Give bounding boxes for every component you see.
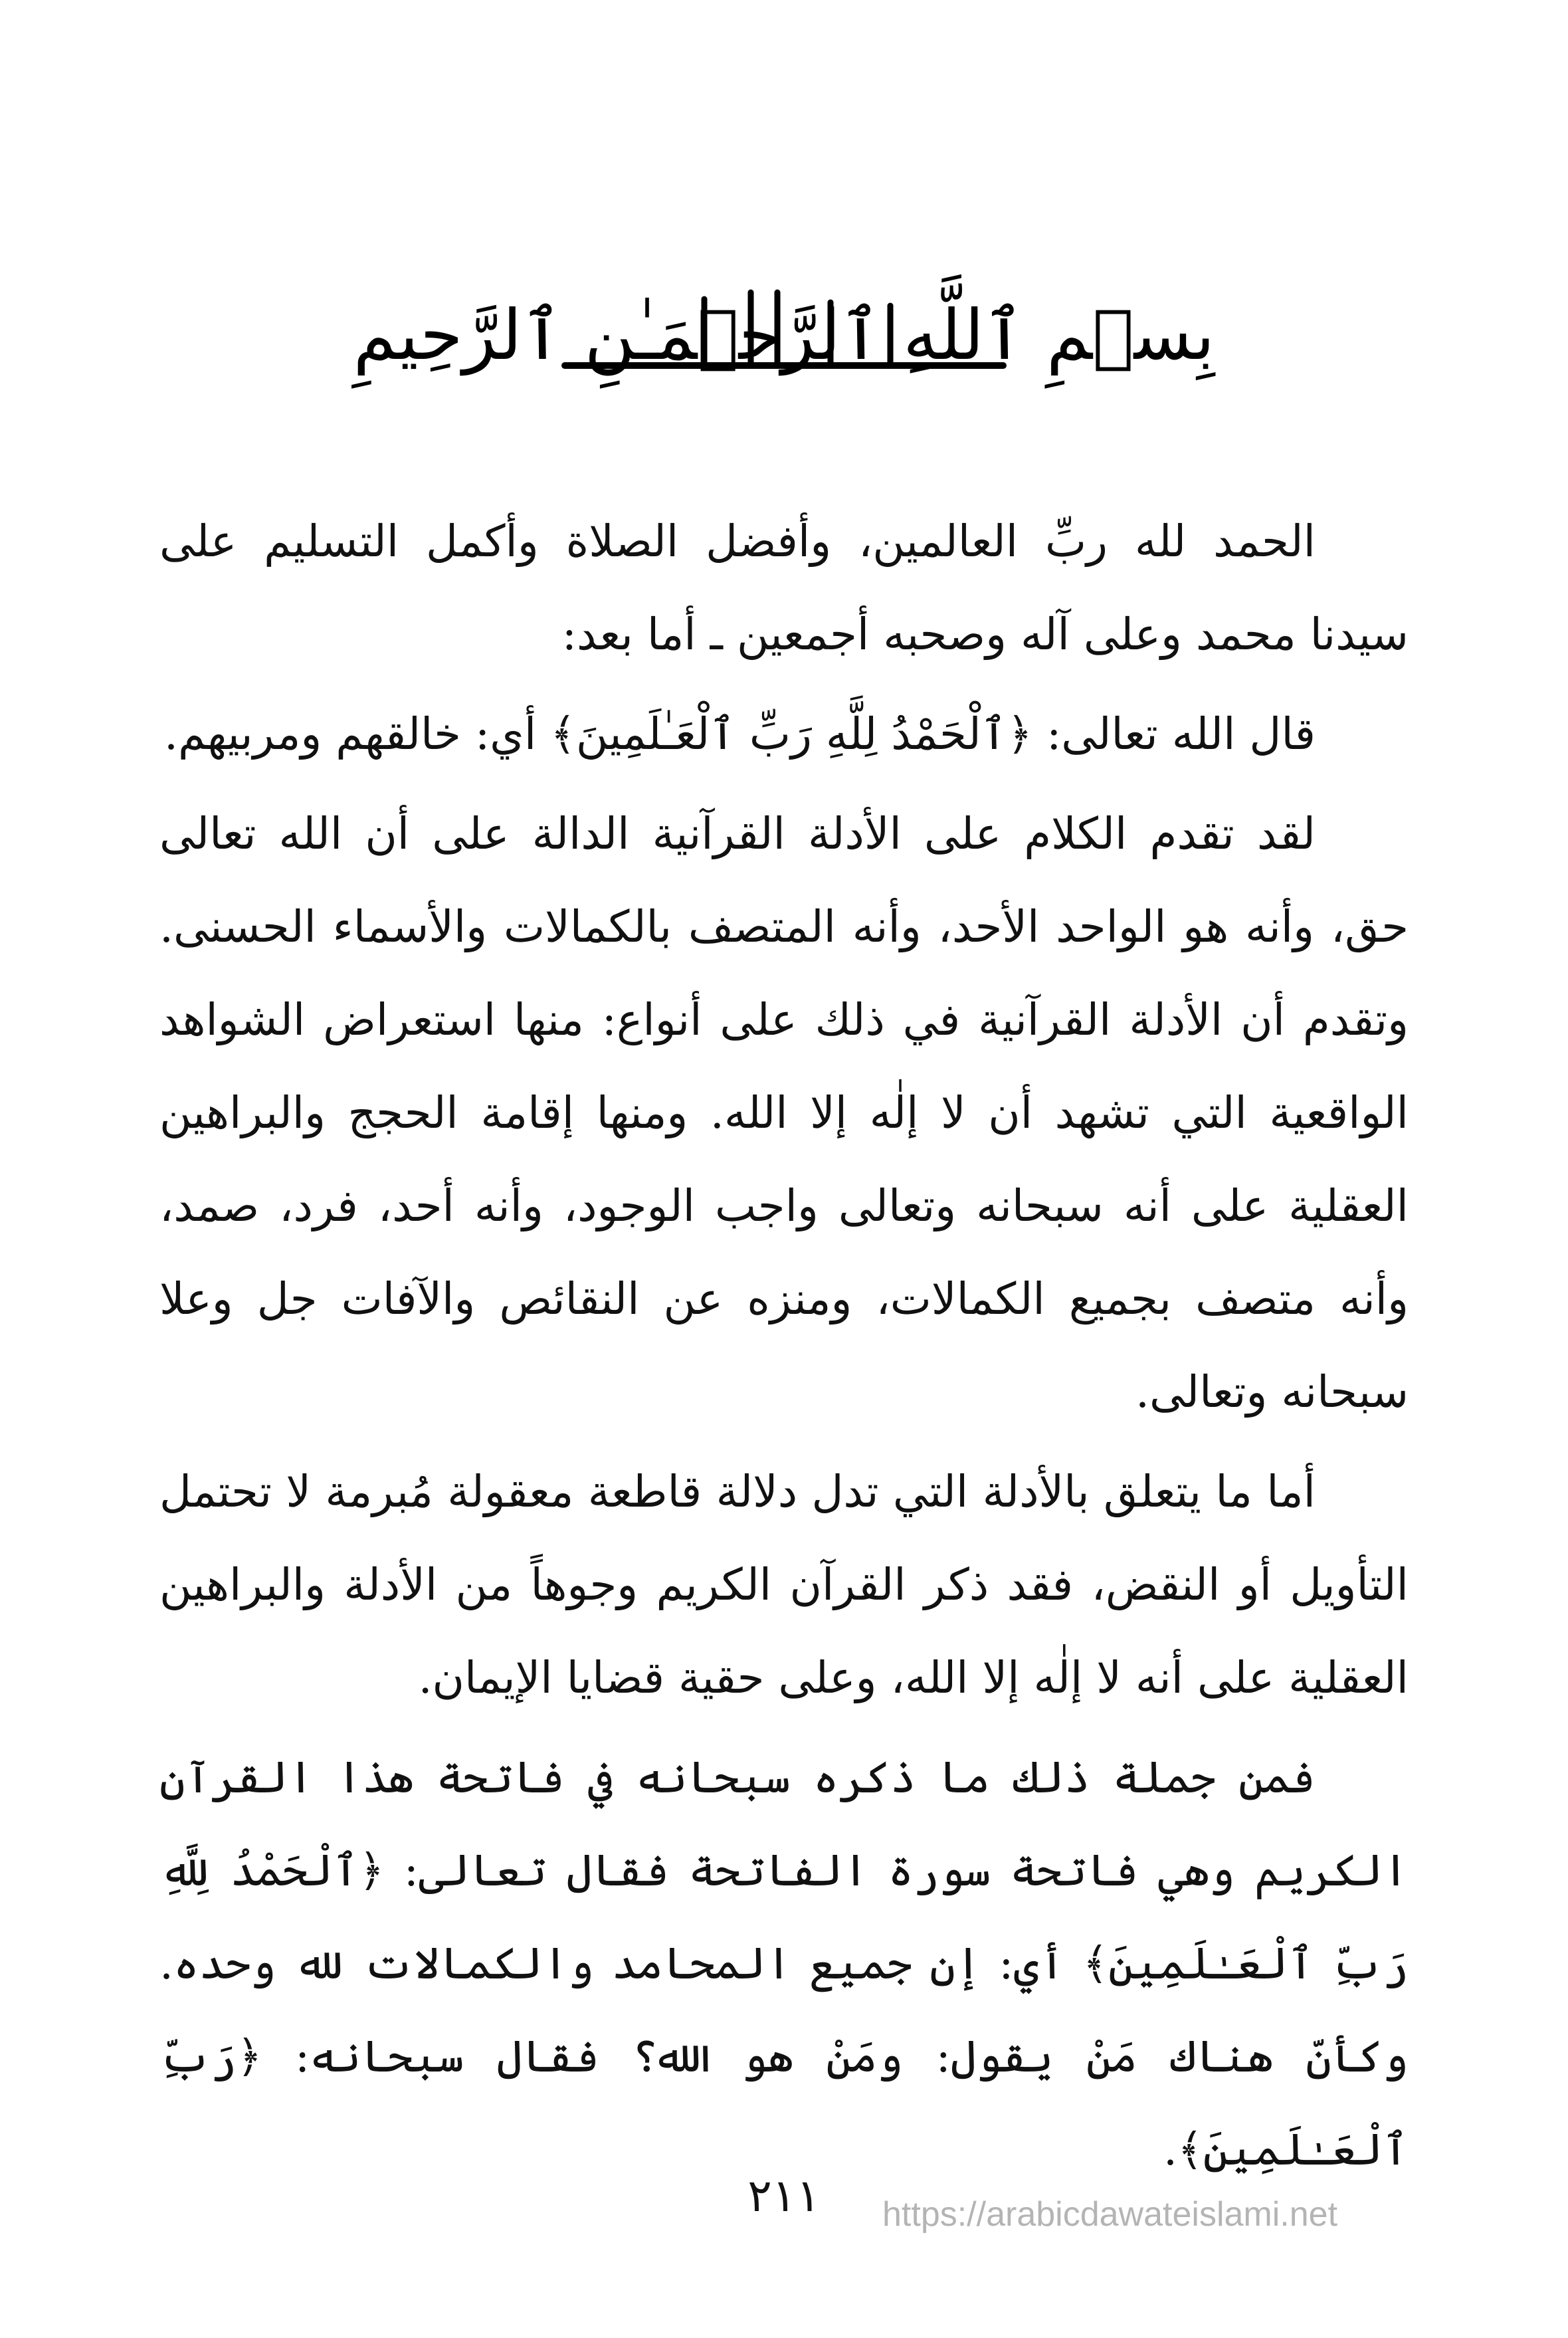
paragraph-rational-proofs: أما ما يتعلق بالأدلة التي تدل دلالة قاطعة معقولة مُبرمة لا تحتمل التأويل أو النقض، فقد ذكر القرآن الكريم وجوهاً من الأدلة والبراهين العقلية على أنه لا إلٰه إلا الله، وعلى حقية قضايا الإيمان.: [159, 1466, 1409, 1703]
paragraph-opening: الحمد لله ربِّ العالمين، وأفضل الصلاة وأكمل التسليم على سيدنا محمد وعلى آله وصحبه أجمعين ـ أما بعد:: [159, 516, 1409, 660]
basmala-ornament: [353, 266, 1215, 412]
watermark-url: https://arabicdawateislami.net: [882, 2195, 1338, 2234]
paragraph-quranic-evidence: لقد تقدم الكلام على الأدلة القرآنية الدالة على أن الله تعالى حق، وأنه هو الواحد الأحد، وأنه المتصف بالكمالات والأسماء الحسنى. وتقدم أن الأدلة القرآنية في ذلك على أنواع: منها استعراض الشواهد الواقعية التي تشهد أن لا إلٰه إلا الله. ومنها إقامة الحجج والبراهين العقلية على أنه سبحانه وتعالى واجب الوجود، وأنه أحد، فرد، صمد، وأنه متصف بجميع الكمالات، ومنزه عن النقائص والآفات جل وعلا سبحانه وتعالى.: [159, 808, 1409, 1418]
basmala-calligraphy: [0, 266, 1568, 412]
paragraph-fatiha: فمن جملة ذلك ما ذكره سبحانه في فاتحة هذا القرآن الكريم وهي فاتحة سورة الفاتحة فقال تعالى: ﴿ٱلْحَمْدُ لِلَّهِ رَبِّ ٱلْعَـٰلَمِينَ﴾ أي: إن جميع المحامد والكمالات لله وحده. وكأنّ هناك مَنْ يقول: ومَنْ هو الله؟ فقال سبحانه: ﴿رَبِّ ٱلْعَـٰلَمِينَ﴾.: [159, 1752, 1409, 2175]
paragraph-verse-quote: قال الله تعالى: ﴿ٱلْحَمْدُ لِلَّهِ رَبِّ ٱلْعَـٰلَمِينَ﴾ أي: خالقهم ومربيهم.: [163, 708, 1316, 760]
page-number: ٢١١: [747, 2170, 821, 2222]
main-text: [159, 495, 1409, 2203]
basmala-text: بِسۡمِ ٱللَّهِ ٱلرَّحۡمَـٰنِ ٱلرَّحِيمِ: [353, 294, 1215, 375]
